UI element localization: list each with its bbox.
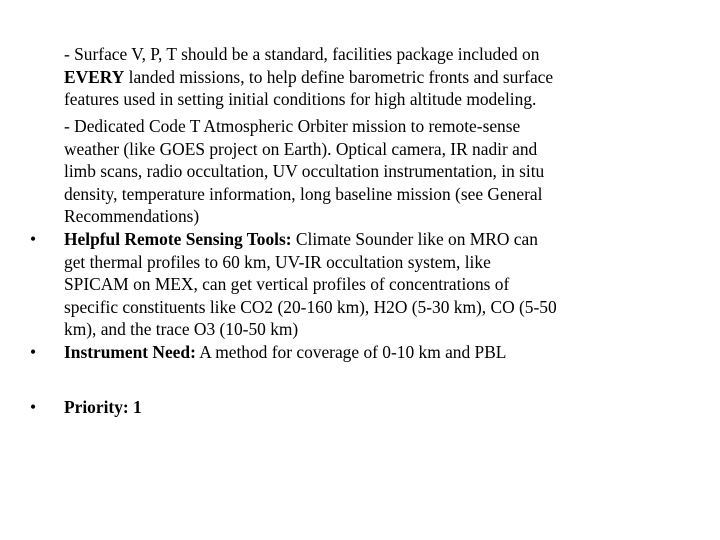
text-line: - Dedicated Code T Atmospheric Orbiter mission to remote-sense	[64, 116, 521, 136]
bullet-label: Priority: 1	[64, 397, 142, 417]
text-line-rest: landed missions, to help define barometric fronts and surface	[124, 66, 554, 87]
bullet-label: Helpful Remote Sensing Tools:	[64, 229, 292, 249]
emphasis-every: EVERY	[64, 66, 125, 87]
bullet-priority	[64, 396, 654, 419]
bullet-label: Instrument Need:	[64, 342, 196, 362]
text-line: features used in setting initial conditions for high altitude modeling.	[64, 89, 537, 109]
text-line: Recommendations)	[64, 206, 200, 226]
text-line: density, temperature information, long baseline mission (see General	[64, 183, 543, 204]
text-line	[64, 66, 654, 89]
text-line: SPICAM on MEX, can get vertical profiles of concentrations of	[64, 274, 510, 294]
text-line: weather (like GOES project on Earth). Optical camera, IR nadir and	[64, 138, 538, 159]
bullet-text: Climate Sounder like on MRO can	[291, 229, 538, 249]
text-line	[64, 396, 654, 419]
text-line: limb scans, radio occultation, UV occultation instrumentation, in situ	[64, 161, 545, 181]
text-line: - Surface V, P, T should be a standard, facilities package included on	[64, 44, 540, 64]
text-line: km), and the trace O3 (10-50 km)	[64, 319, 299, 339]
sub-item-surface-package	[64, 43, 654, 111]
bullet-icon: •	[30, 342, 37, 362]
text-line: specific constituents like CO2 (20-160 km), H2O (5-30 km), CO (5-50	[64, 296, 557, 317]
text-line: get thermal profiles to 60 km, UV-IR occultation system, like	[64, 251, 491, 272]
bullet-icon: •	[30, 397, 37, 417]
sub-item-orbiter-mission	[64, 115, 654, 228]
bullet-icon: •	[30, 229, 37, 249]
text-line	[64, 228, 654, 251]
text-line	[64, 341, 654, 364]
bullet-text: A method for coverage of 0-10 km and PBL	[195, 342, 507, 362]
bullet-remote-sensing-tools	[64, 228, 654, 341]
bullet-instrument-need	[64, 341, 654, 364]
